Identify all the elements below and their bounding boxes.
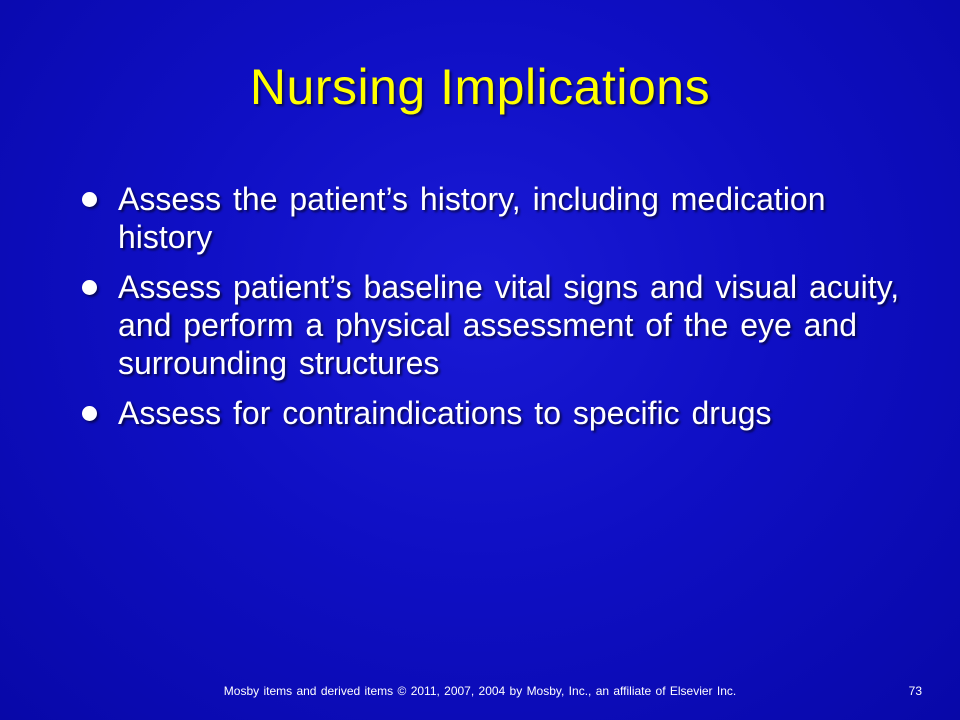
bullet-text: Assess patient’s baseline vital signs and visual acuity, and perform a physical assessment of the eye and surrounding structures <box>118 269 900 381</box>
bullet-text: Assess the patient’s history, including medication history <box>118 181 826 255</box>
bullet-icon <box>82 192 97 207</box>
bullet-item <box>80 180 900 256</box>
bullet-text: Assess for contraindications to specific drugs <box>118 395 772 431</box>
copyright-footer: Mosby items and derived items © 2011, 2007, 2004 by Mosby, Inc., an affiliate of Elsevier Inc. <box>223 684 737 698</box>
bullet-icon <box>82 280 97 295</box>
slide-title: Nursing Implications <box>249 59 711 115</box>
bullet-item <box>80 268 900 382</box>
bullet-list <box>80 180 900 444</box>
slide-number: 73 <box>908 684 922 698</box>
bullet-item <box>80 394 900 432</box>
bullet-icon <box>82 406 97 421</box>
